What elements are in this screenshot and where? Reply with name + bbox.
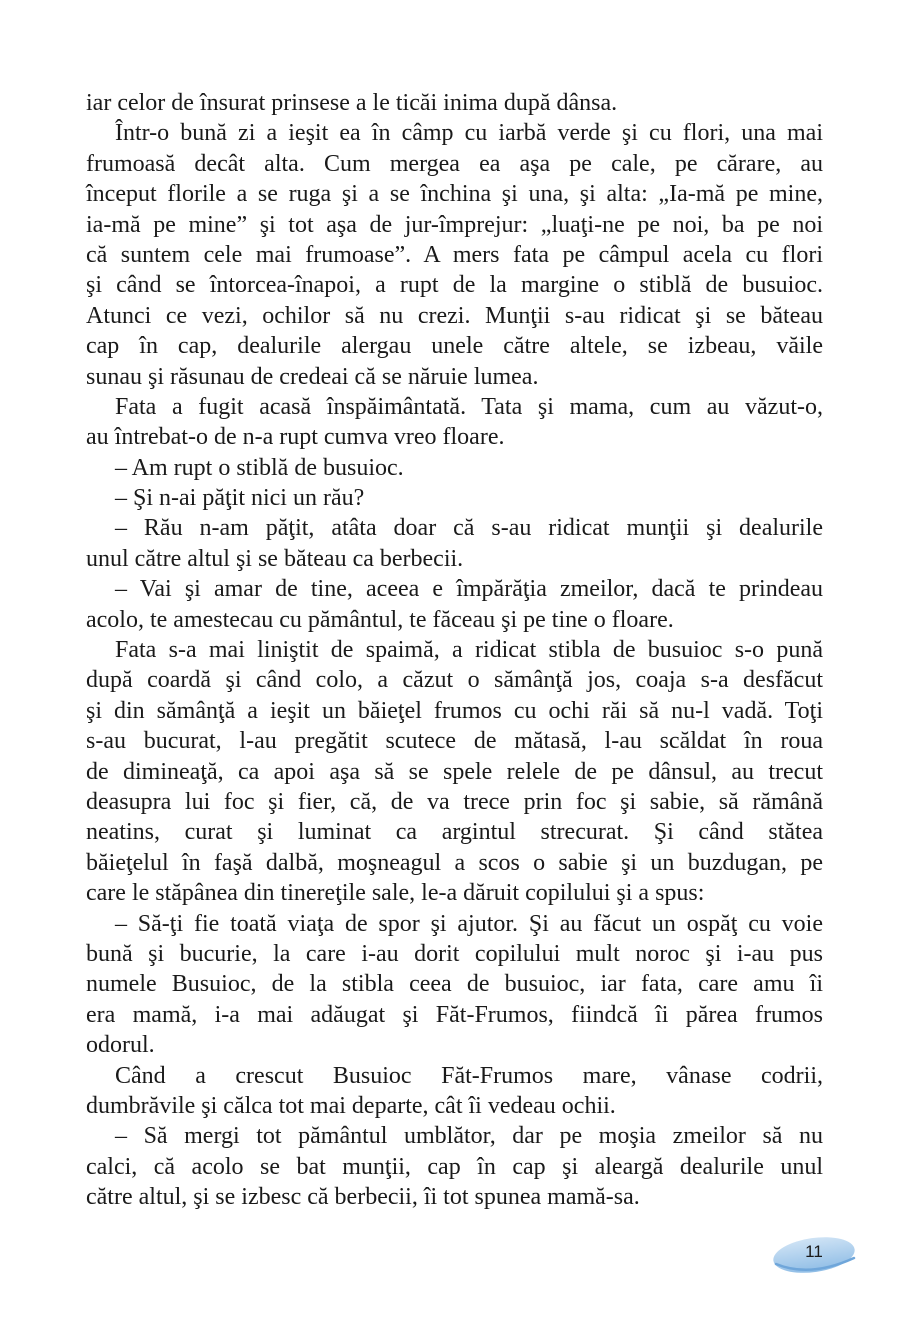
- text-line: – Am rupt o stiblă de busuioc.: [115, 454, 404, 481]
- text-line: calci, că acolo se bat munţii, cap în cap şi aleargă dealurile unul: [86, 1153, 823, 1180]
- text-line: şi din sămânţă a ieşit un băieţel frumos cu ochi răi să nu-l vadă. Toţi: [86, 697, 823, 724]
- page-number: 11: [805, 1242, 823, 1261]
- text-line: după coardă şi când colo, a căzut o sămânţă jos, coaja s-a desfăcut: [86, 667, 823, 694]
- text-line: neatins, curat şi luminat ca argintul strecurat. Şi când stătea: [86, 819, 823, 846]
- text-line: odorul.: [86, 1032, 155, 1059]
- text-line: acolo, te amestecau cu pământul, te făceau şi pe tine o floare.: [86, 606, 674, 633]
- text-line: Fata a fugit acasă înspăimântată. Tata şi mama, cum au văzut-o,: [115, 393, 823, 420]
- text-line: au întrebat-o de n-a rupt cumva vreo floare.: [86, 424, 505, 451]
- text-line: – Şi n-ai păţit nici un rău?: [115, 485, 365, 512]
- text-line: bună şi bucurie, la care i-au dorit copilului mult noroc şi i-au pus: [86, 940, 823, 967]
- text-line: cap în cap, dealurile alergau unele către altele, se izbeau, văile: [86, 333, 823, 360]
- text-line: Atunci ce vezi, ochilor să nu crezi. Munţii s-au ridicat şi se băteau: [86, 302, 823, 329]
- text-line: băieţelul în faşă dalbă, moşneagul a scos o sabie şi un buzdugan, pe: [86, 849, 823, 876]
- text-line: dumbrăvile şi călca tot mai departe, cât îi vedeau ochii.: [86, 1092, 616, 1119]
- text-line: care le stăpânea din tinereţile sale, le-a dăruit copilului şi a spus:: [86, 880, 705, 907]
- text-line: Fata s-a mai liniştit de spaimă, a ridicat stibla de busuioc s-o pună: [115, 637, 823, 664]
- text-line: că suntem cele mai frumoase”. A mers fata pe câmpul acela cu flori: [86, 241, 823, 268]
- text-line: început florile a se ruga şi a se închina şi una, şi alta: „Ia-mă pe mine,: [86, 181, 823, 208]
- text-line: Când a crescut Busuioc Făt-Frumos mare, vânase codrii,: [115, 1062, 823, 1089]
- text-line: şi când se întorcea-înapoi, a rupt de la margine o stiblă de busuioc.: [86, 272, 823, 299]
- text-line: – Rău n-am păţit, atâta doar că s-au ridicat munţii şi dealurile: [115, 515, 823, 542]
- text-line: de dimineaţă, ca apoi aşa să se spele relele de pe dânsul, au trecut: [86, 758, 823, 785]
- page-number-badge: [770, 1234, 858, 1280]
- text-line: numele Busuioc, de la stibla ceea de busuioc, iar fata, care amu îi: [86, 971, 823, 998]
- text-line: ia-mă pe mine” şi tot aşa de jur-împrejur: „luaţi-ne pe noi, ba pe noi: [86, 211, 823, 238]
- text-line: Într-o bună zi a ieşit ea în câmp cu iarbă verde şi cu flori, una mai: [115, 120, 823, 147]
- text-line: unul către altul şi se băteau ca berbecii.: [86, 545, 464, 572]
- text-line: – Să mergi tot pământul umblător, dar pe moşia zmeilor să nu: [115, 1123, 823, 1150]
- text-line: către altul, şi se izbesc că berbecii, îi tot spunea mamă-sa.: [86, 1184, 640, 1211]
- text-line: iar celor de însurat prinsese a le ticăi inima după dânsa.: [86, 90, 618, 116]
- text-line: frumoasă decât alta. Cum mergea ea aşa pe cale, pe cărare, au: [86, 150, 823, 177]
- text-line: deasupra lui foc şi fier, că, de va trece prin foc şi sabie, să rămână: [86, 788, 823, 815]
- text-line: era mamă, i-a mai adăugat şi Făt-Frumos, fiindcă îi părea frumos: [86, 1001, 823, 1028]
- text-line: sunau şi răsunau de credeai că se năruie lumea.: [86, 363, 539, 390]
- text-line: – Vai şi amar de tine, aceea e împărăţia zmeilor, dacă te prindeau: [115, 576, 823, 603]
- text-line: – Să-ţi fie toată viaţa de spor şi ajutor. Şi au făcut un ospăţ cu voie: [115, 910, 823, 937]
- text-line: s-au bucurat, l-au pregătit scutece de mătasă, l-au scăldat în roua: [86, 728, 823, 755]
- page-body-text: [86, 88, 823, 1212]
